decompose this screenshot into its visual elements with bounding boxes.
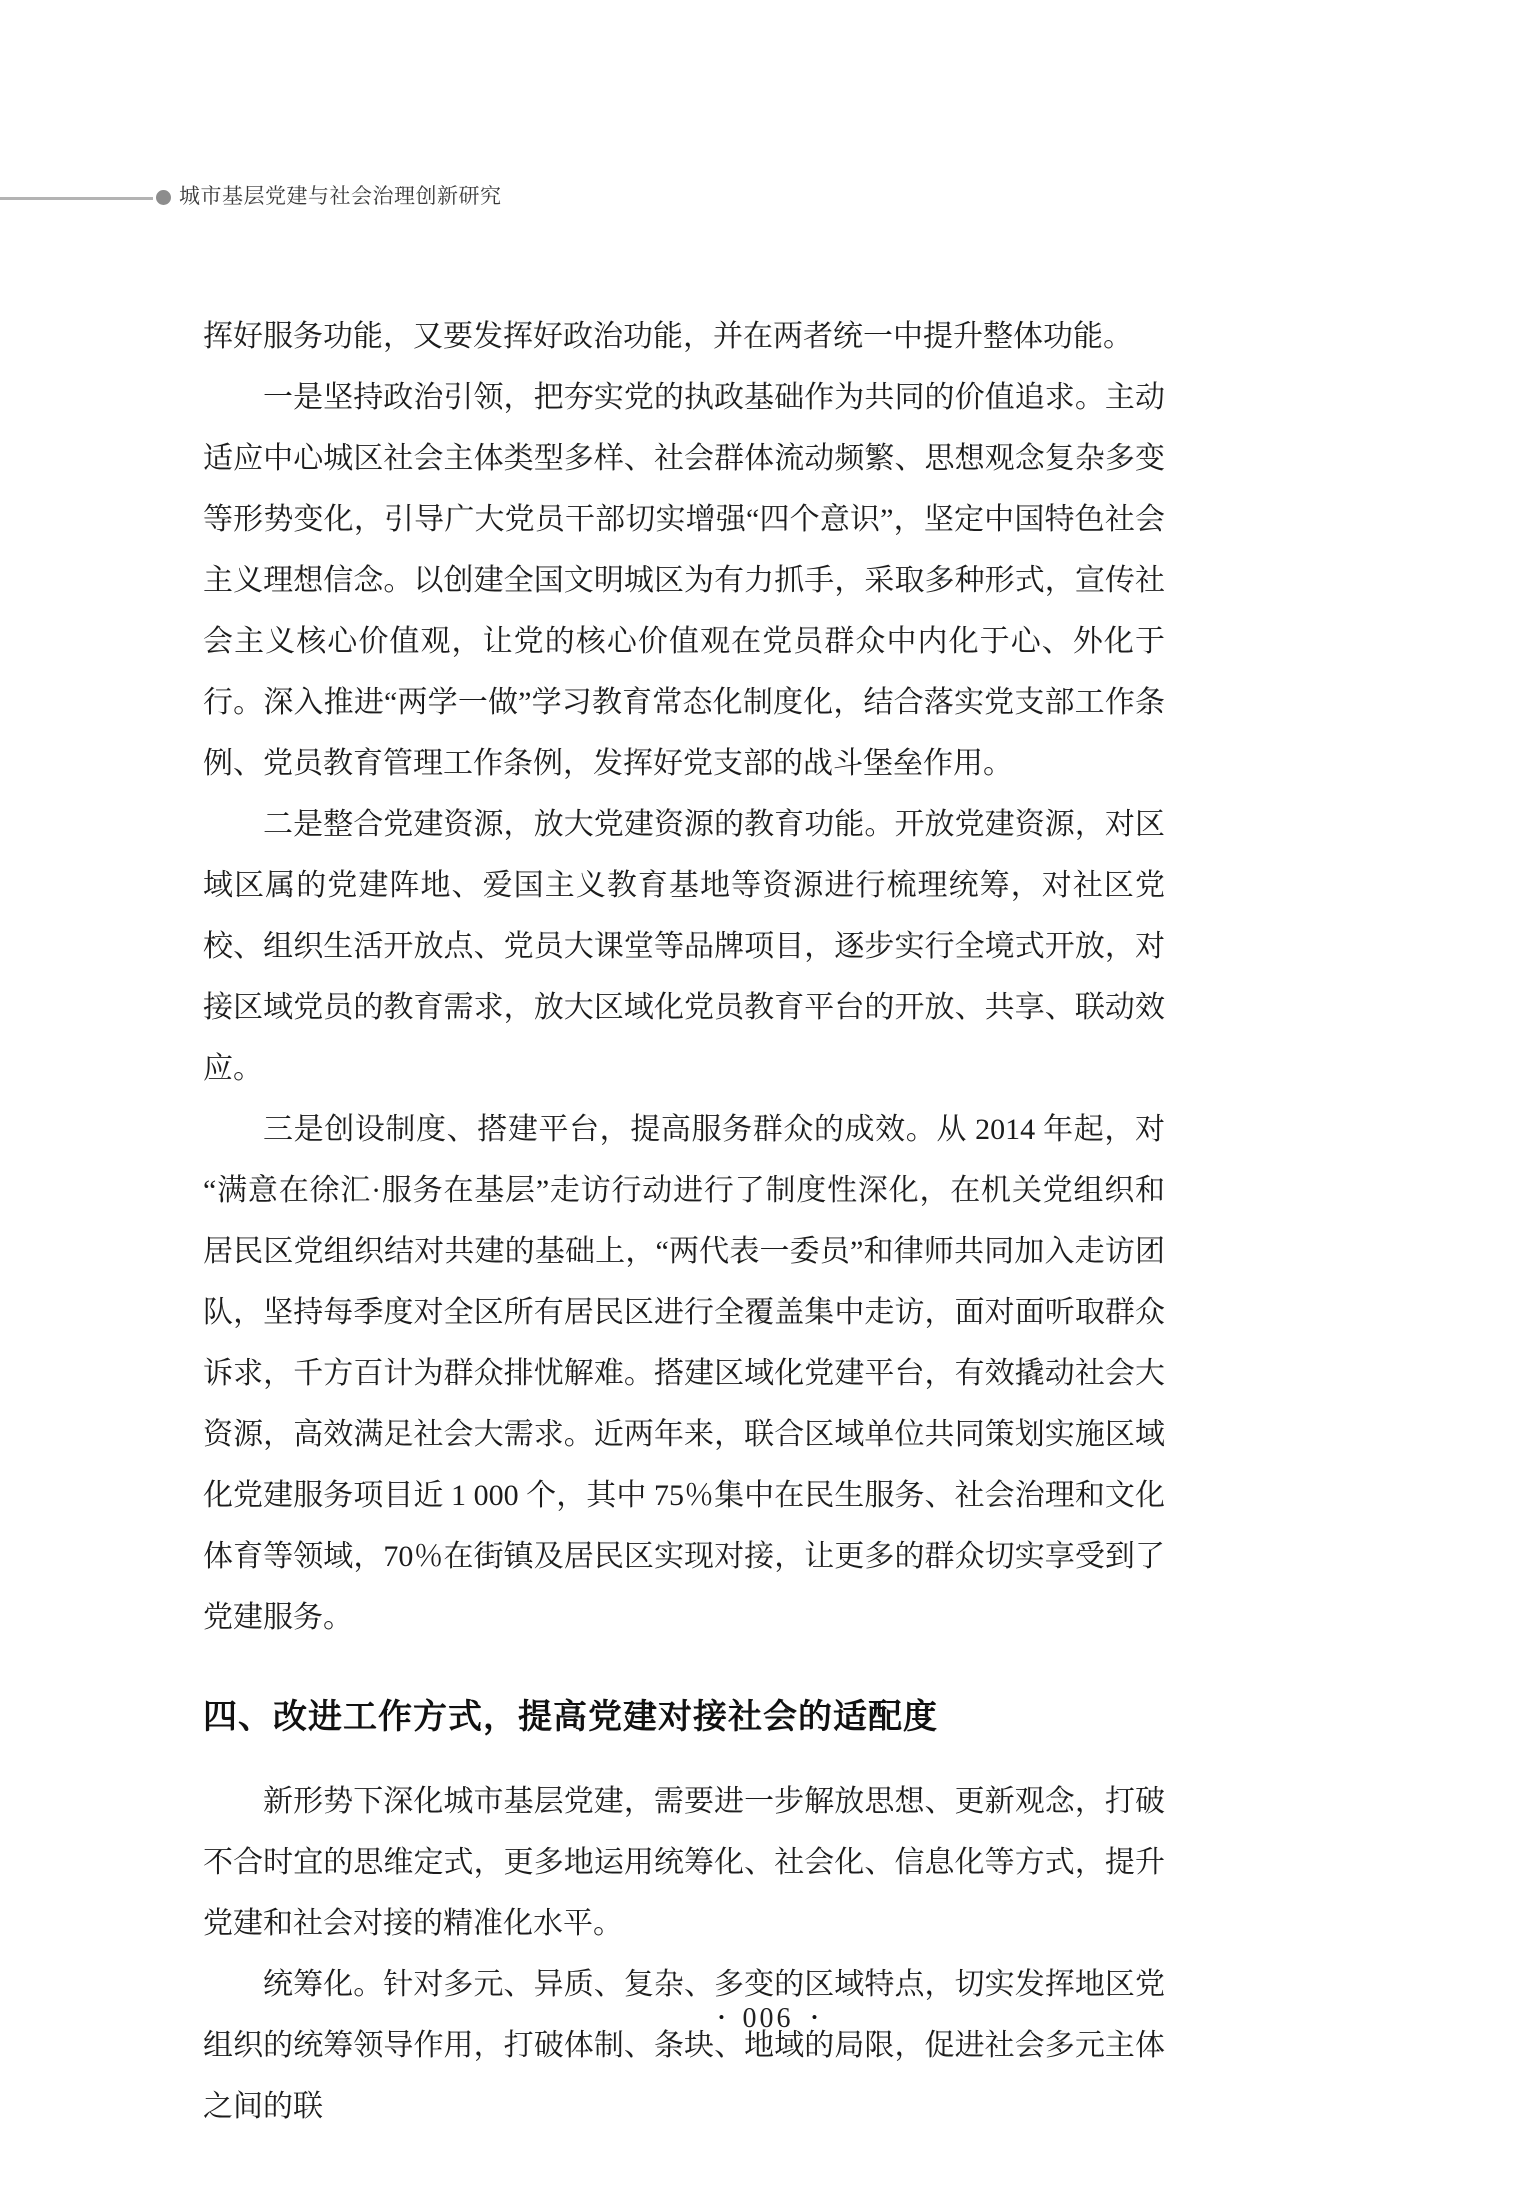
body-paragraph: 挥好服务功能，又要发挥好政治功能，并在两者统一中提升整体功能。 xyxy=(203,320,1133,353)
section-heading: 四、改进工作方式，提高党建对接社会的适配度 xyxy=(203,1698,938,1736)
page-number: 006 xyxy=(742,2003,794,2034)
page-footer xyxy=(0,1998,1536,2039)
body-text-column xyxy=(203,306,1165,2137)
header-rule-divider xyxy=(0,197,153,200)
running-header-title: 城市基层党建与社会治理创新研究 xyxy=(179,185,502,208)
body-paragraph: 一是坚持政治引领，把夯实党的执政基础作为共同的价值追求。主动适应中心城区社会主体类型多样、社会群体流动频繁、思想观念复杂多变等形势变化，引导广大党员干部切实增强“四个意识”，坚定中国特色社会主义理想信念。以创建全国文明城区为有力抓手，采取多种形式，宣传社会主义核心价值观，让党的核心价值观在党员群众中内化于心、外化于行。深入推进“两学一做”学习教育常态化制度化，结合落实党支部工作条例、党员教育管理工作条例，发挥好党支部的战斗堡垒作用。 xyxy=(203,381,1165,780)
footer-right-dot-icon: • xyxy=(811,2008,818,2027)
body-paragraph: 新形势下深化城市基层党建，需要进一步解放思想、更新观念，打破不合时宜的思维定式，更多地运用统筹化、社会化、信息化等方式，提升党建和社会对接的精准化水平。 xyxy=(203,1785,1165,1940)
footer-left-dot-icon: • xyxy=(718,2008,725,2027)
body-paragraph: 二是整合党建资源，放大党建资源的教育功能。开放党建资源，对区域区属的党建阵地、爱国主义教育基地等资源进行梳理统筹，对社区党校、组织生活开放点、党员大课堂等品牌项目，逐步实行全境式开放，对接区域党员的教育需求，放大区域化党员教育平台的开放、共享、联动效应。 xyxy=(203,808,1165,1085)
header-bullet-icon xyxy=(156,190,171,205)
body-paragraph: 三是创设制度、搭建平台，提高服务群众的成效。从 2014 年起，对“满意在徐汇·服务在基层”走访行动进行了制度性深化，在机关党组织和居民区党组织结对共建的基础上，“两代表一委员”和律师共同加入走访团队，坚持每季度对全区所有居民区进行全覆盖集中走访，面对面听取群众诉求，千方百计为群众排忧解难。搭建区域化党建平台，有效撬动社会大资源，高效满足社会大需求。近两年来，联合区域单位共同策划实施区域化党建服务项目近 1 000 个，其中 75％集中在民生服务、社会治理和文化体育等领域，70％在街镇及居民区实现对接，让更多的群众切实享受到了党建服务。 xyxy=(203,1113,1165,1634)
body-paragraph: 统筹化。针对多元、异质、复杂、多变的区域特点，切实发挥地区党组织的统筹领导作用，打破体制、条块、地域的局限，促进社会多元主体之间的联 xyxy=(203,1968,1165,2123)
